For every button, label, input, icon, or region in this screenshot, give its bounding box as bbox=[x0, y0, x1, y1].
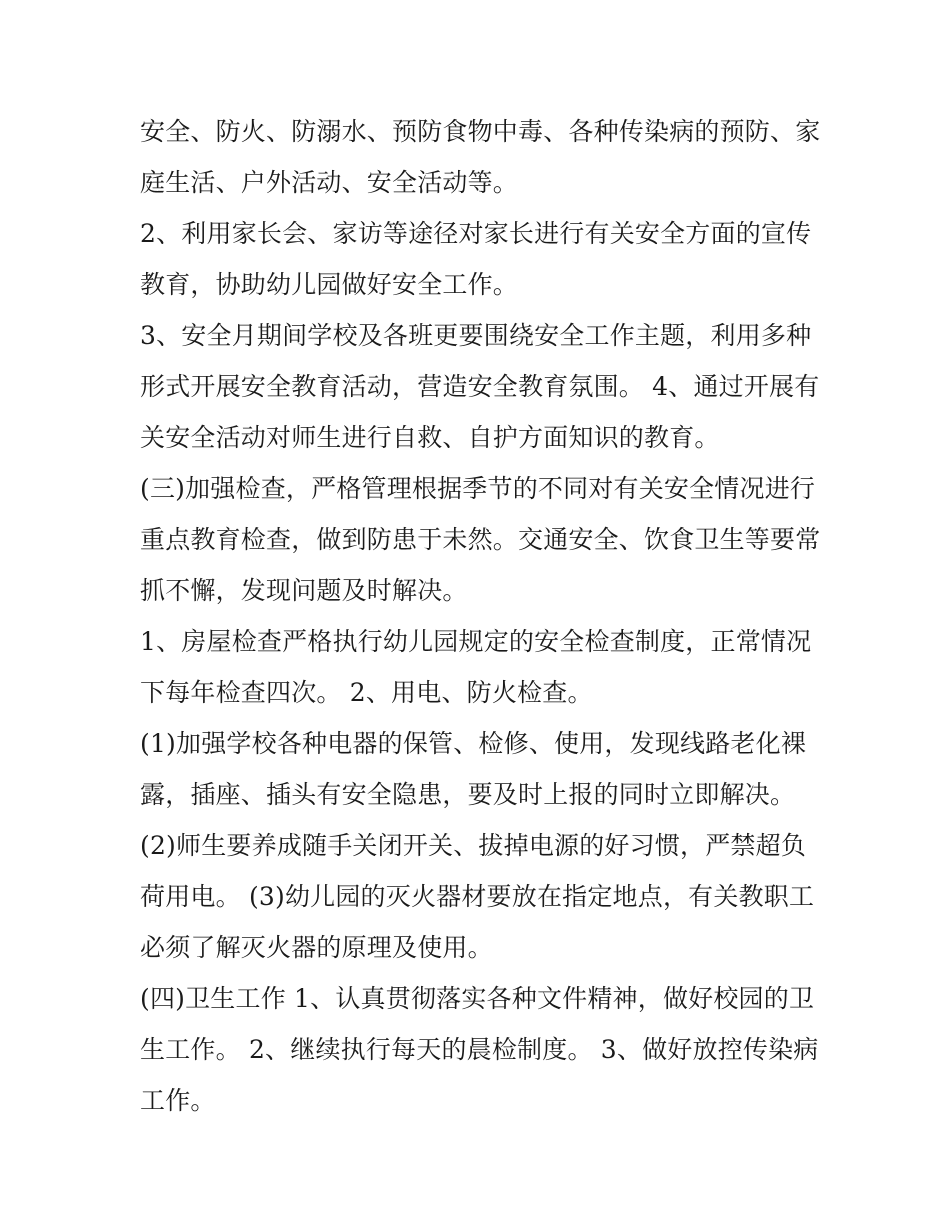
text-line: 形式开展安全教育活动，营造安全教育氛围。 4、通过开展有 bbox=[140, 372, 820, 401]
text-line: 必须了解灭火器的原理及使用。 bbox=[140, 933, 493, 962]
text-line: 工作。 bbox=[140, 1086, 216, 1115]
text-line: 生工作。 2、继续执行每天的晨检制度。 3、做好放控传染病 bbox=[140, 1035, 819, 1064]
text-line: 露，插座、插头有安全隐患，要及时上报的同时立即解决。 bbox=[140, 780, 796, 809]
text-line: 2、利用家长会、家访等途径对家长进行有关安全方面的宣传 bbox=[140, 219, 812, 248]
text-line: 1、房屋检查严格执行幼儿园规定的安全检查制度，正常情况 bbox=[140, 627, 812, 656]
text-line: 教育，协助幼儿园做好安全工作。 bbox=[140, 270, 519, 299]
text-line: 安全、防火、防溺水、预防食物中毒、各种传染病的预防、家 bbox=[140, 117, 821, 146]
text-line: (三)加强检查，严格管理根据季节的不同对有关安全情况进行 bbox=[140, 474, 816, 503]
text-line: 关安全活动对师生进行自救、自护方面知识的教育。 bbox=[140, 423, 720, 452]
text-line: (四)卫生工作 1、认真贯彻落实各种文件精神，做好校园的卫 bbox=[140, 984, 815, 1013]
text-line: (1)加强学校各种电器的保管、检修、使用，发现线路老化裸 bbox=[140, 729, 807, 758]
text-line: 荷用电。 (3)幼儿园的灭火器材要放在指定地点，有关教职工 bbox=[140, 882, 815, 911]
document-body bbox=[140, 106, 820, 1126]
text-line: 下每年检查四次。 2、用电、防火检查。 bbox=[140, 678, 593, 707]
text-line: 重点教育检查，做到防患于未然。交通安全、饮食卫生等要常 bbox=[140, 525, 821, 554]
text-line: 庭生活、户外活动、安全活动等。 bbox=[140, 168, 519, 197]
text-line: (2)师生要养成随手关闭开关、拔掉电源的好习惯，严禁超负 bbox=[140, 831, 807, 860]
text-line: 3、安全月期间学校及各班更要围绕安全工作主题，利用多种 bbox=[140, 321, 812, 350]
text-line: 抓不懈，发现问题及时解决。 bbox=[140, 576, 468, 605]
